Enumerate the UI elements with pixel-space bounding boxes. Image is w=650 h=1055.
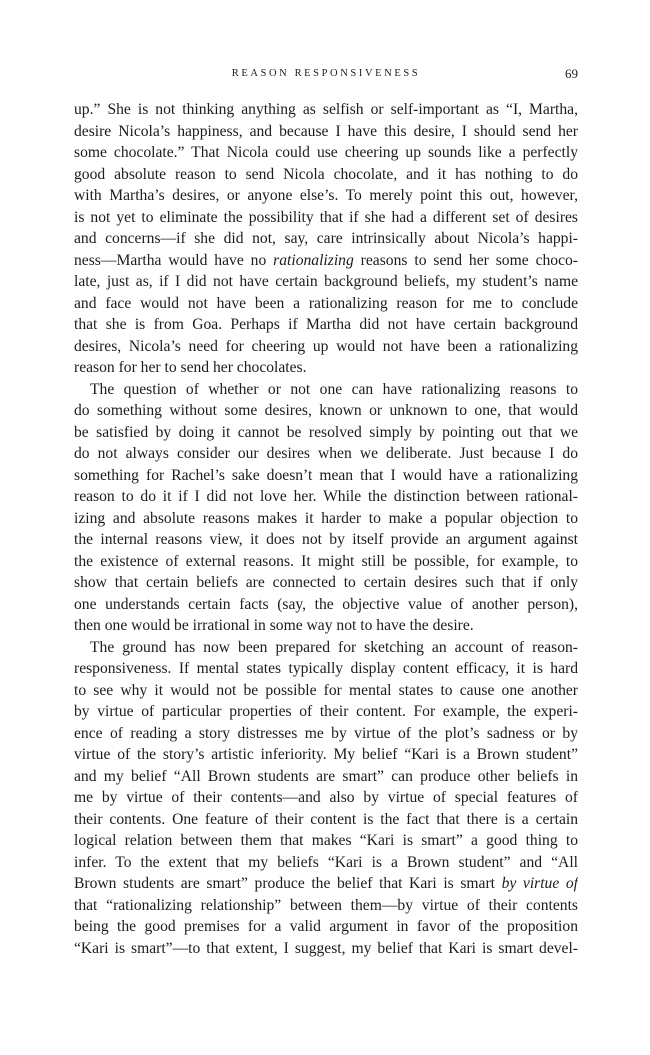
text-line: responsiveness. If mental states typically display content efficacy, it is hard [74,660,578,677]
text-line: logical relation between them that makes “Kari is smart” a good thing to [74,832,578,849]
text-line: ence of reading a story distresses me by virtue of the plot’s sadness or by [74,724,578,742]
text-line: some chocolate.” That Nicola could use cheering up sounds like a perfectly [74,144,578,161]
text-line: do not always consider our desires when we deliberate. Just because I do [74,445,578,462]
text-line: ness—Martha would have no rationalizing reasons to send her some choco- [74,251,578,269]
text-line: is not yet to eliminate the possibility that if she had a different set of desires [74,208,578,226]
text-line: one understands certain facts (say, the objective value of another person), [74,595,578,613]
text-line: me by virtue of their contents—and also by virtue of special features of [74,789,578,806]
text-line: then one would be irrational in some way not to have the desire. [74,617,474,634]
paragraph [74,379,578,637]
text-line: by virtue of particular properties of their content. For example, the experi- [74,703,578,720]
text-line: The ground has now been prepared for sketching an account of reason- [90,638,578,656]
text-line: up.” She is not thinking anything as selfish or self-important as “I, Martha, [74,101,578,118]
text-line: being the good premises for a valid argument in favor of the proposition [74,918,578,935]
paragraph [74,99,578,379]
text-line: the internal reasons view, it does not by itself provide an argument against [74,531,578,548]
running-head [74,66,578,82]
text-line: and my belief “All Brown students are smart” can produce other beliefs in [74,767,578,785]
text-line: to see why it would not be possible for mental states to cause one another [74,681,578,699]
text-line: desire Nicola’s happiness, and because I have this desire, I should send her [74,122,578,140]
text-line: show that certain beliefs are connected to certain desires such that if only [74,574,578,591]
running-title: REASON RESPONSIVENESS [231,68,421,79]
text-line: good absolute reason to send Nicola chocolate, and it has nothing to do [74,165,578,183]
text-line: infer. To the extent that my beliefs “Kari is a Brown student” and “All [74,853,578,871]
paragraph [74,637,578,960]
text-line: reason for her to send her chocolates. [74,359,307,376]
text-line: and concerns—if she did not, say, care intrinsically about Nicola’s happi- [74,230,578,247]
text-line: desires, Nicola’s need for cheering up would not have been a rationalizing [74,337,578,355]
italic-emphasis: by virtue of [501,875,578,892]
text-line: virtue of the story’s artistic inferiority. My belief “Kari is a Brown student” [74,746,578,763]
italic-emphasis: rationalizing [273,251,354,269]
text-line: reason to do it if I did not love her. While the distinction between rational- [74,488,578,505]
text-line: with Martha’s desires, or anyone else’s. To merely point this out, however, [74,187,578,204]
text-line: late, just as, if I did not have certain background beliefs, my student’s name [74,273,578,290]
page-number: 69 [565,66,578,81]
text-line: their contents. One feature of their content is the fact that there is a certain [74,810,578,828]
text-line: do something without some desires, known or unknown to one, that would [74,402,578,419]
text-line: izing and absolute reasons makes it harder to make a popular objection to [74,509,578,527]
text-line: “Kari is smart”—to that extent, I suggest, my belief that Kari is smart devel- [74,939,578,957]
text-line: something for Rachel’s sake doesn’t mean that I would have a rationalizing [74,466,578,484]
text-line: The question of whether or not one can have rationalizing reasons to [90,380,578,398]
text-line: and face would not have been a rationalizing reason for me to conclude [74,294,578,312]
body-text [74,99,578,959]
text-line: Brown students are smart” produce the belief that Kari is smart by virtue of [74,875,578,892]
text-line: that “rationalizing relationship” between them—by virtue of their contents [74,896,578,914]
text-line: that she is from Goa. Perhaps if Martha did not have certain background [74,316,578,333]
text-line: be satisfied by doing it cannot be resolved simply by pointing out that we [74,423,578,441]
text-line: the existence of external reasons. It might still be possible, for example, to [74,552,578,570]
